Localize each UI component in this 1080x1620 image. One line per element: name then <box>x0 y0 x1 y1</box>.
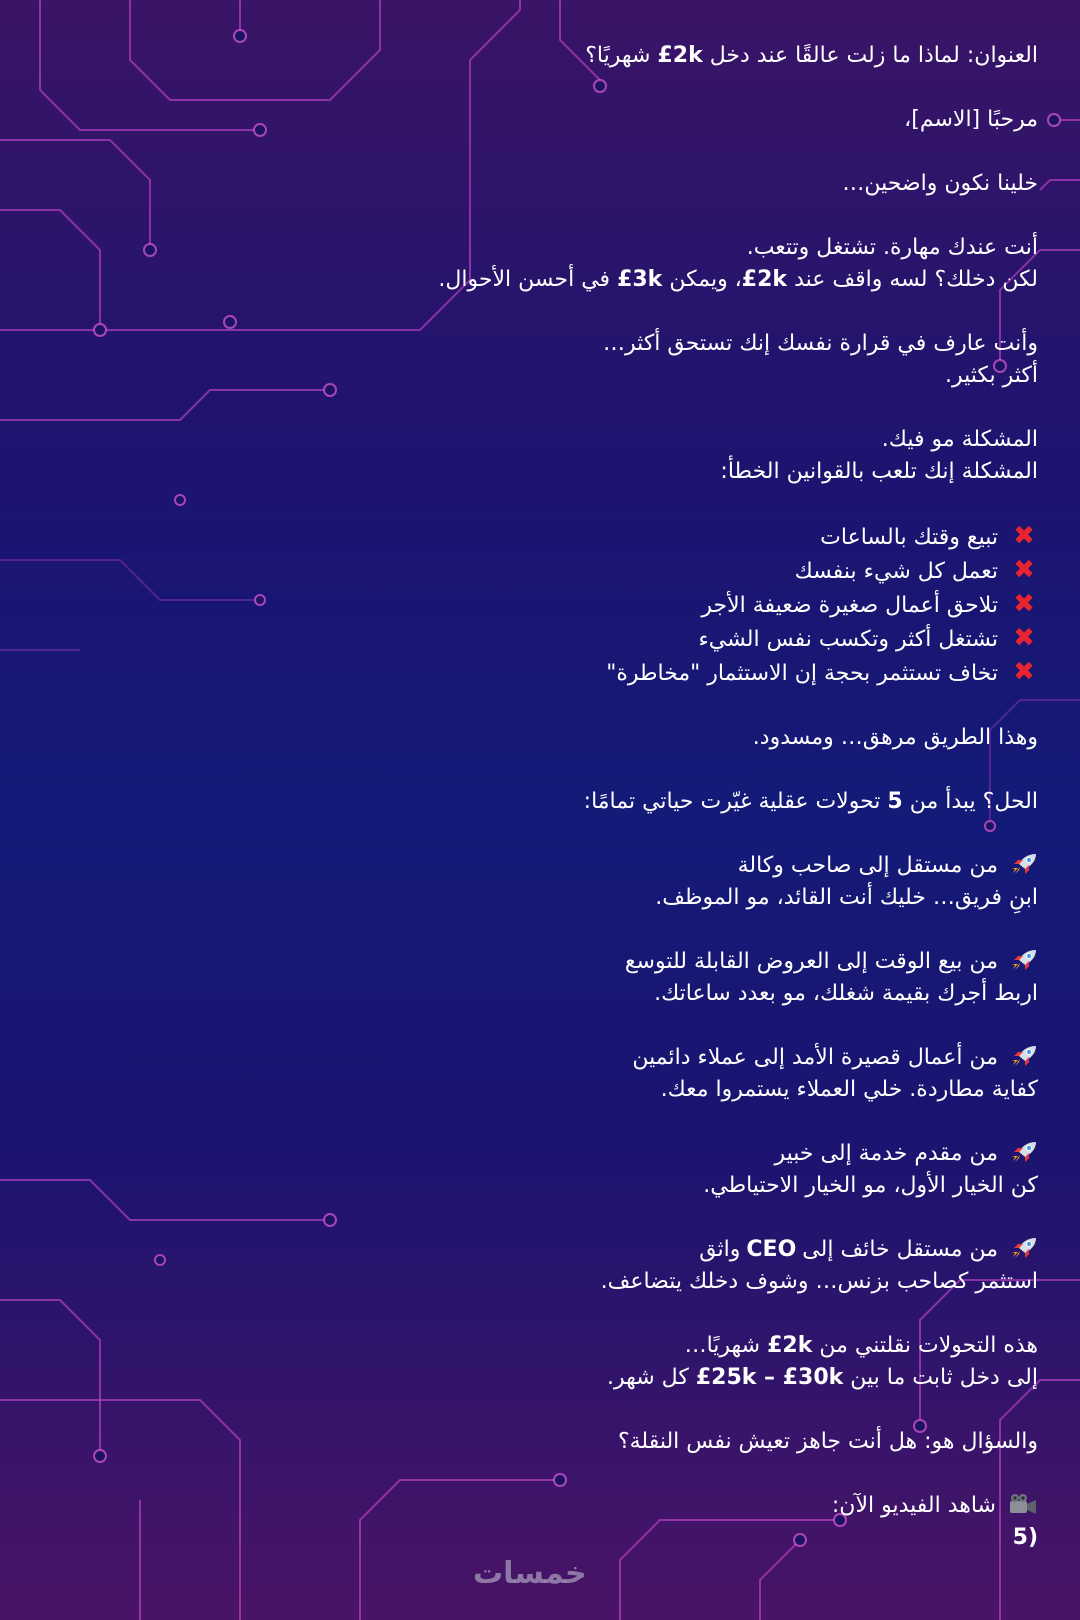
skill-paragraph <box>38 232 1038 296</box>
list-item-text: تعمل كل شيء بنفسك <box>794 559 998 584</box>
solution-line <box>38 786 1038 818</box>
cross-icon: ✖ <box>1013 623 1035 653</box>
income-amount-low: 2k£ <box>741 267 788 292</box>
cross-icon: ✖ <box>1013 555 1035 585</box>
list-item-text: تشتغل أكثر وتكسب نفس الشيء <box>698 627 998 652</box>
income-connector: ، ويمكن <box>669 267 742 292</box>
shift-body: اربط أجرك بقيمة شغلك، مو بعدد ساعاتك. <box>654 981 1038 1006</box>
video-camera-icon <box>1008 1492 1038 1516</box>
result-line <box>38 1330 1038 1362</box>
shift-heading <box>38 1138 1038 1170</box>
deserve-line: وأنت عارف في قرارة نفسك إنك تستحق أكثر… <box>603 331 1038 356</box>
list-item <box>38 622 1038 656</box>
problem-line: المشكلة مو فيك. <box>881 427 1038 452</box>
income-tail: في أحسن الأحوال. <box>438 267 611 292</box>
shift-heading-text: من أعمال قصيرة الأمد إلى عملاء دائمين <box>632 1045 998 1070</box>
solution-suffix: تحولات عقلية غيّرت حياتي تمامًا: <box>583 789 881 814</box>
solution-number: 5 <box>887 789 903 814</box>
solution-text: الحل؟ يبدأ من <box>909 789 1038 814</box>
question-paragraph <box>38 1426 1038 1458</box>
result-range-text: إلى دخل ثابت ما بين <box>850 1365 1038 1390</box>
shift-item <box>38 1234 1038 1298</box>
list-item-text: تبيع وقتك بالساعات <box>820 525 998 550</box>
road-text: وهذا الطريق مرهق… ومسدود. <box>752 725 1038 750</box>
result-paragraph <box>38 1330 1038 1394</box>
road-paragraph <box>38 722 1038 754</box>
subject-line <box>38 40 1038 72</box>
shift-item <box>38 1138 1038 1202</box>
greeting-paragraph <box>38 104 1038 136</box>
shift-heading-text: من بيع الوقت إلى العروض القابلة للتوسع <box>624 949 998 974</box>
rocket-icon <box>1010 948 1038 972</box>
result-text: هذه التحولات نقلتني من <box>819 1333 1038 1358</box>
shift-heading-bold: CEO <box>746 1237 797 1262</box>
cta-tail: (5 <box>1012 1525 1038 1550</box>
shift-heading <box>38 850 1038 882</box>
shift-item <box>38 946 1038 1010</box>
intro-text: خلينا نكون واضحين… <box>842 171 1038 196</box>
question-text: والسؤال هو: هل أنت جاهز تعيش نفس النقلة؟ <box>617 1429 1038 1454</box>
rocket-icon <box>1010 1044 1038 1068</box>
shift-body: استثمر كصاحب بزنس… وشوف دخلك يتضاعف. <box>600 1269 1038 1294</box>
income-text: لكن دخلك؟ لسه واقف عند <box>794 267 1038 292</box>
result-amount: 2k£ <box>767 1333 813 1358</box>
shift-item <box>38 1042 1038 1106</box>
shift-heading-tail: واثق <box>699 1237 741 1262</box>
result-line-2 <box>38 1362 1038 1394</box>
income-line <box>38 264 1038 296</box>
list-item-text: تلاحق أعمال صغيرة ضعيفة الأجر <box>701 593 998 618</box>
deserve-line-2: أكثر بكثير. <box>944 363 1038 388</box>
shift-heading-text: من مستقل إلى صاحب وكالة <box>737 853 998 878</box>
cta-paragraph <box>38 1490 1038 1554</box>
cross-icon: ✖ <box>1013 589 1035 619</box>
shift-heading <box>38 1234 1038 1266</box>
subject-amount: 2k£ <box>657 43 703 68</box>
result-range-suffix: كل شهر. <box>606 1365 689 1390</box>
result-suffix: شهريًا… <box>684 1333 761 1358</box>
solution-paragraph <box>38 786 1038 818</box>
problem-line-2: المشكلة إنك تلعب بالقوانين الخطأ: <box>720 459 1038 484</box>
list-item <box>38 588 1038 622</box>
message-body <box>38 40 1038 1586</box>
rocket-icon <box>1010 1140 1038 1164</box>
shift-body: ابنِ فريق… خليك أنت القائد، مو الموظف. <box>655 885 1038 910</box>
subject-text: العنوان: لماذا ما زلت عالقًا عند دخل <box>709 43 1038 68</box>
rocket-icon <box>1010 1236 1038 1260</box>
result-range: 25k – £30k£ <box>695 1365 844 1390</box>
list-item <box>38 656 1038 690</box>
cross-icon: ✖ <box>1013 657 1035 687</box>
list-item <box>38 554 1038 588</box>
list-item <box>38 520 1038 554</box>
subject-suffix: شهريًا؟ <box>585 43 651 68</box>
list-item-text: تخاف تستثمر بحجة إن الاستثمار "مخاطرة" <box>606 661 998 686</box>
shift-heading <box>38 946 1038 978</box>
income-amount-high: 3k£ <box>617 267 663 292</box>
shift-heading-text: من مستقل خائف إلى <box>802 1237 998 1262</box>
problem-paragraph <box>38 424 1038 488</box>
watermark-logo: خمسات <box>473 1556 587 1591</box>
shift-body: كن الخيار الأول، مو الخيار الاحتياطي. <box>703 1173 1038 1198</box>
mistakes-list <box>38 520 1038 690</box>
shift-body: كفاية مطاردة. خلي العملاء يستمروا معك. <box>660 1077 1038 1102</box>
shift-heading-text: من مقدم خدمة إلى خبير <box>774 1141 998 1166</box>
skill-line: أنت عندك مهارة. تشتغل وتتعب. <box>746 235 1038 260</box>
cross-icon: ✖ <box>1013 521 1035 551</box>
cta-label: شاهد الفيديو الآن: <box>831 1493 996 1518</box>
intro-paragraph <box>38 168 1038 200</box>
shift-item <box>38 850 1038 914</box>
greeting: مرحبًا [الاسم]، <box>904 107 1038 132</box>
deserve-paragraph <box>38 328 1038 392</box>
shift-heading <box>38 1042 1038 1074</box>
title-paragraph <box>38 40 1038 72</box>
cta-line <box>38 1490 1038 1522</box>
shifts-list <box>38 850 1038 1298</box>
rocket-icon <box>1010 852 1038 876</box>
